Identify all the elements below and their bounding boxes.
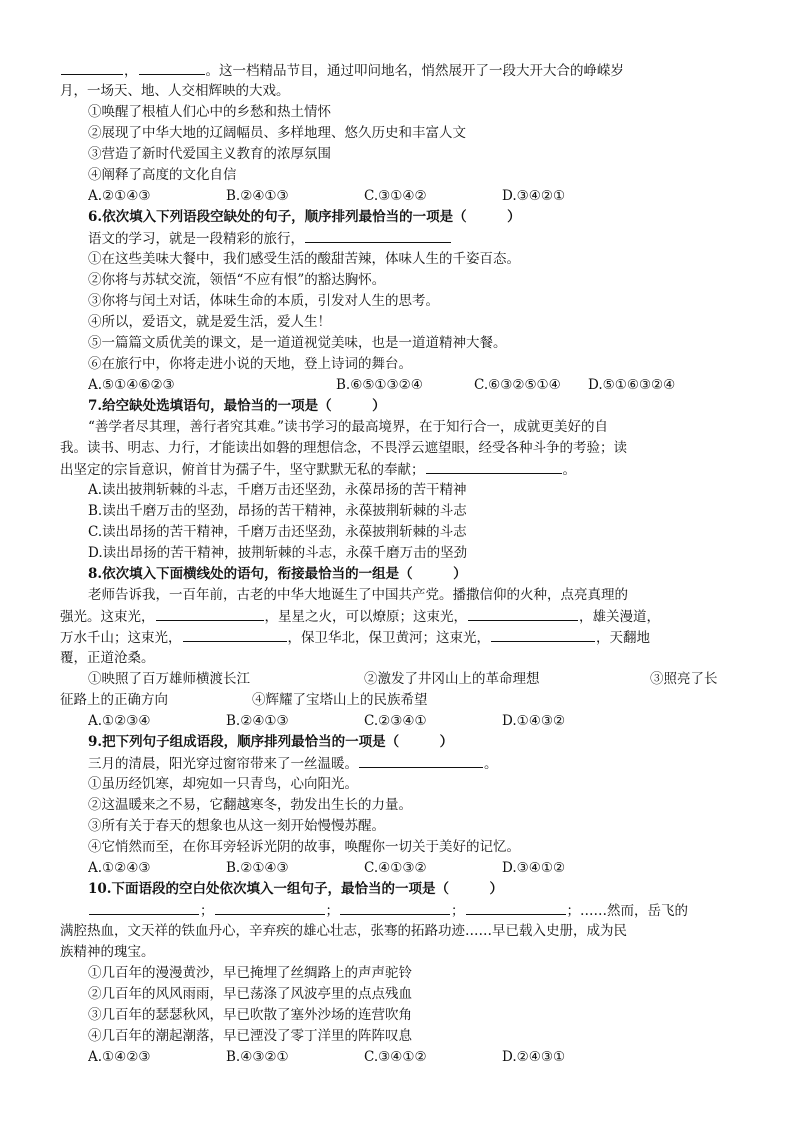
- q9-options: [88, 858, 738, 878]
- q9-item-3: ③所有关于春天的想象也从这一刻开始慢慢苏醒。: [88, 818, 385, 834]
- q10-item-1: ①几百年的漫漫黄沙，早已掩埋了丝绸路上的声声驼铃: [88, 965, 412, 981]
- q8-passage-line-3: 万水千山；这束光， ，保卫华北，保卫黄河；这束光， ，天翻地: [60, 627, 740, 647]
- q9-lead: 三月的清晨，阳光穿过窗帘带来了一丝温暖。 。: [88, 753, 738, 773]
- q5-item-1: ①唤醒了根植人们心中的乡愁和热土情怀: [88, 104, 331, 120]
- q9-item-1: ①虽历经饥寒，却宛如一只青鸟，心向阳光。: [88, 776, 358, 792]
- q10-passage-line-3: 族精神的瑰宝。: [60, 944, 155, 960]
- q8-item-4: ④辉耀了宝塔山上的民族希望: [252, 692, 428, 708]
- q5-item-2: ②展现了中华大地的辽阔幅员、多样地理、悠久历史和丰富人文: [88, 125, 466, 141]
- q5-item-4: ④阐释了高度的文化自信: [88, 167, 237, 183]
- q6-item-1: ①在这些美味大餐中，我们感受生活的酸甜苦辣，体味人生的千姿百态。: [88, 251, 520, 267]
- q10-option-c[interactable]: C.③④①②: [364, 1049, 427, 1065]
- q9-item-2: ②这温暖来之不易，它翻越寒冬，勃发出生长的力量。: [88, 797, 412, 813]
- answer-blank: [183, 627, 287, 642]
- q5-passage-line-1: ， 。这一档精品节目，通过叩问地名，悄然展开了一段大开大合的峥嵘岁: [60, 60, 740, 80]
- q7-passage-line-3: 出坚定的宗旨意识，俯首甘为孺子牛，坚守默默无私的奉献； 。: [60, 459, 740, 479]
- q8-passage-line-1: 老师告诉我，一百年前，古老的中华大地诞生了中国共产党。播撒信仰的火种，点亮真理的: [88, 587, 628, 603]
- q6-item-2: ②你将与苏轼交流，领悟“不应有恨”的豁达胸怀。: [88, 272, 386, 288]
- q6-option-b[interactable]: B.⑥⑤①③②④: [336, 377, 423, 393]
- q9-option-a[interactable]: A.①②④③: [88, 860, 151, 876]
- q9-option-d[interactable]: D.③④①②: [502, 860, 566, 876]
- q6-lead: 语文的学习，就是一段精彩的旅行，: [88, 228, 738, 248]
- q8-items-line-1: [88, 669, 738, 689]
- q5-option-c[interactable]: C.③①④②: [364, 188, 427, 204]
- q6-item-4: ④所以，爱语文，就是爱生活，爱人生！: [88, 314, 331, 330]
- q8-item-3-end: 征路上的正确方向: [60, 692, 168, 708]
- q8-passage-line-2: 强光。这束光， ，星星之火，可以燎原；这束光， ，雄关漫道，: [60, 606, 740, 626]
- q8-item-1: ①映照了百万雄师横渡长江: [88, 671, 250, 687]
- q10-options: [88, 1047, 738, 1067]
- q6-item-6: ⑥在旅行中，你将走进小说的天地，登上诗词的舞台。: [88, 356, 412, 372]
- answer-blank: [491, 627, 595, 642]
- q8-options: [88, 711, 738, 731]
- q10-option-a[interactable]: A.①④②③: [88, 1049, 151, 1065]
- q8-option-c[interactable]: C.②③④①: [364, 713, 427, 729]
- q9-stem: 9.把下列句子组成语段，顺序排列最恰当的一项是（ ）: [88, 734, 454, 750]
- q7-stem: 7.给空缺处选填语句，最恰当的一项是（ ）: [88, 398, 386, 414]
- q8-option-a[interactable]: A.①②③④: [88, 713, 151, 729]
- q5-item-3: ③营造了新时代爱国主义教育的浓厚氛围: [88, 146, 331, 162]
- q5-passage-line-2: 月，一场天、地、人交相辉映的大戏。: [60, 83, 290, 99]
- q7-option-c[interactable]: C.读出昂扬的苦干精神，千磨万击还坚劲，永葆披荆斩棘的斗志: [88, 524, 467, 540]
- q7-passage-line-1: “善学者尽其理，善行者究其难。”读书学习的最高境界，在于知行合一，成就更美好的自: [88, 419, 609, 435]
- q6-option-d[interactable]: D.⑤①⑥③②④: [588, 377, 676, 393]
- answer-blank: [139, 60, 205, 75]
- q8-stem: 8.依次填入下面横线处的语句，衔接最恰当的一组是（ ）: [88, 566, 467, 582]
- q10-item-3: ③几百年的瑟瑟秋风，早已吹散了塞外沙场的连营吹角: [88, 1007, 412, 1023]
- q6-item-5: ⑤一篇篇文质优美的课文，是一道道视觉美味，也是一道道精神大餐。: [88, 335, 507, 351]
- answer-blank: [426, 459, 562, 474]
- answer-blank: [468, 606, 578, 621]
- answer-blank: [89, 900, 199, 915]
- q10-passage-line-2: 满腔热血，文天祥的铁血丹心，辛弃疾的雄心壮志，张骞的拓路功迹……早已载入史册，成为民: [60, 923, 627, 939]
- answer-blank: [61, 60, 123, 75]
- q10-item-4: ④几百年的潮起潮落，早已湮没了零丁洋里的阵阵叹息: [88, 1028, 412, 1044]
- answer-blank: [359, 753, 483, 768]
- q6-option-c[interactable]: C.⑥③②⑤①④: [474, 377, 561, 393]
- q9-option-b[interactable]: B.②①④③: [226, 860, 289, 876]
- q6-options: [88, 375, 738, 395]
- q8-option-b[interactable]: B.②④①③: [226, 713, 289, 729]
- q8-item-2: ②激发了井冈山上的革命理想: [364, 671, 540, 687]
- q7-option-b[interactable]: B.读出千磨万击的坚劲，昂扬的苦干精神，永葆披荆斩棘的斗志: [88, 503, 467, 519]
- q8-item-3-start: ③照亮了长: [650, 671, 718, 687]
- answer-blank: [466, 900, 566, 915]
- answer-blank: [305, 228, 451, 243]
- q7-option-d[interactable]: D.读出昂扬的苦干精神，披荆斩棘的斗志，永葆千磨万击的坚劲: [88, 545, 468, 561]
- q6-item-3: ③你将与闰土对话，体味生命的本质，引发对人生的思考。: [88, 293, 439, 309]
- answer-blank: [215, 900, 325, 915]
- q10-option-b[interactable]: B.④③②①: [226, 1049, 289, 1065]
- q7-passage-line-2: 我。读书、明志、力行，才能读出如磐的理想信念，不畏浮云遮望眼，经受各种斗争的考验；读: [60, 440, 627, 456]
- q9-item-4: ④它悄然而至，在你耳旁轻诉光阴的故事，唤醒你一切关于美好的记忆。: [88, 839, 520, 855]
- q7-option-a[interactable]: A.读出披荆斩棘的斗志，千磨万击还坚劲，永葆昂扬的苦干精神: [88, 482, 467, 498]
- q10-option-d[interactable]: D.②④③①: [502, 1049, 566, 1065]
- answer-blank: [340, 900, 450, 915]
- q9-option-c[interactable]: C.④①③②: [364, 860, 427, 876]
- q6-stem: 6.依次填入下列语段空缺处的句子，顺序排列最恰当的一项是（ ）: [88, 209, 521, 225]
- q5-option-b[interactable]: B.②④①③: [226, 188, 289, 204]
- q5-options: [88, 186, 738, 206]
- q10-passage-line-1: ； ； ； ；……然而，岳飞的: [88, 900, 738, 920]
- q10-item-2: ②几百年的风风雨雨，早已荡涤了风波亭里的点点残血: [88, 986, 412, 1002]
- q8-option-d[interactable]: D.①④③②: [502, 713, 566, 729]
- q5-option-d[interactable]: D.③④②①: [502, 188, 566, 204]
- q5-option-a[interactable]: A.②①④③: [88, 188, 151, 204]
- q10-stem: 10.下面语段的空白处依次填入一组句子，最恰当的一项是（ ）: [88, 881, 503, 897]
- q8-passage-line-4: 覆，正道沧桑。: [60, 650, 155, 666]
- q6-option-a[interactable]: A.⑤①④⑥②③: [88, 377, 175, 393]
- answer-blank: [156, 606, 264, 621]
- q8-items-line-2: [60, 690, 740, 710]
